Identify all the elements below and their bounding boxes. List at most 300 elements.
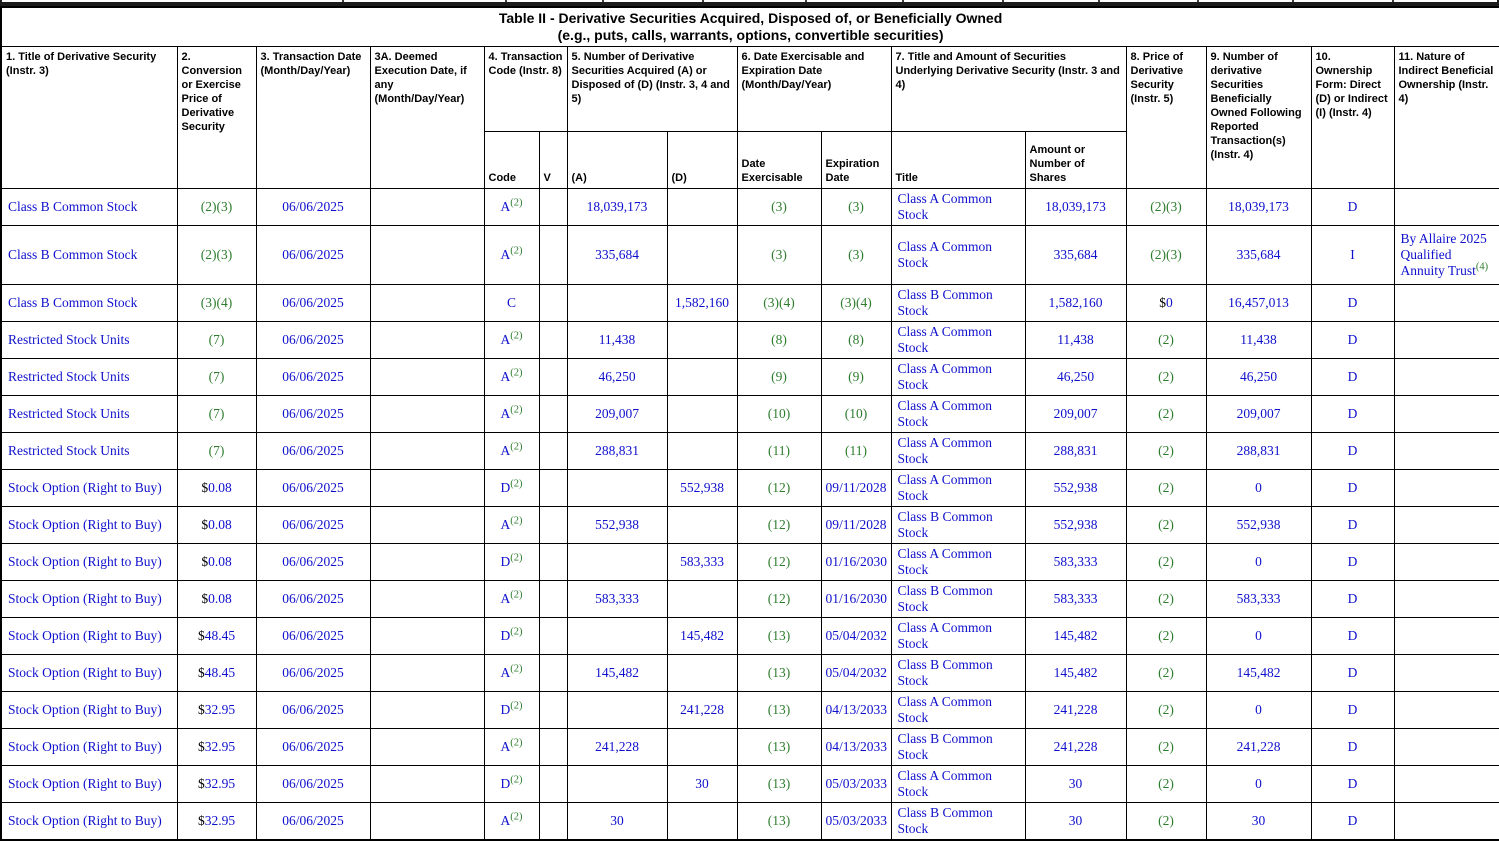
cell-title: Stock Option (Right to Buy) [1,470,177,507]
header-row-main [1,47,1499,132]
cell-ownership-form: D [1311,322,1394,359]
cell-price: (2) [1126,729,1206,766]
cell-date-exercisable: (12) [737,581,821,618]
cell-ownership-form: D [1311,544,1394,581]
cell-date-exercisable: (3)(4) [737,285,821,322]
footnote-ref: (2) [510,515,523,527]
cell-deemed-execution-date [370,581,484,618]
footnote-ref: (2) [510,441,523,453]
cell-price: (2) [1126,655,1206,692]
table-row [1,359,1499,396]
table-title [1,7,1499,47]
cell-ownership-form: D [1311,692,1394,729]
cell-disposed: 1,582,160 [667,285,737,322]
cell-owned-following: 583,333 [1206,581,1311,618]
cell-title: Stock Option (Right to Buy) [1,729,177,766]
header-ownership-form: 10. Ownership Form: Direct (D) or Indirect (I) (Instr. 4) [1311,47,1394,189]
cell-date-exercisable: (13) [737,803,821,841]
cell-ownership-form: D [1311,396,1394,433]
cell-nature [1394,396,1499,433]
cell-title: Stock Option (Right to Buy) [1,544,177,581]
cell-date-exercisable: (10) [737,396,821,433]
cell-transaction-date: 06/06/2025 [256,322,370,359]
cell-underlying-title: Class B Common Stock [891,285,1025,322]
cell-deemed-execution-date [370,507,484,544]
cell-nature [1394,189,1499,226]
subheader-code: Code [484,132,539,189]
cell-underlying-amount: 335,684 [1025,226,1126,285]
cell-conversion-price: $32.95 [177,766,256,803]
cell-disposed: 145,482 [667,618,737,655]
cell-disposed [667,507,737,544]
cell-disposed: 583,333 [667,544,737,581]
header-date-exercisable-expiration: 6. Date Exercisable and Expiration Date (Month/Day/Year) [737,47,891,132]
cell-underlying-title: Class B Common Stock [891,507,1025,544]
footnote-ref: (2) [510,774,523,786]
cell-date-exercisable: (13) [737,729,821,766]
cell-conversion-price: (7) [177,322,256,359]
cell-code: A$^{(2)}$ [484,655,539,692]
cell-acquired [567,766,667,803]
cell-expiration-date: 01/16/2030 [821,581,891,618]
cell-deemed-execution-date [370,544,484,581]
cell-code: D$^{(2)}$ [484,544,539,581]
cell-owned-following: 0 [1206,766,1311,803]
cell-expiration-date: (9) [821,359,891,396]
cell-underlying-amount: 1,582,160 [1025,285,1126,322]
cell-price: (2) [1126,803,1206,841]
cell-v [539,322,567,359]
cell-v [539,433,567,470]
cell-v [539,507,567,544]
subheader-date-exercisable: Date Exercisable [737,132,821,189]
cell-acquired: 11,438 [567,322,667,359]
footnote-ref: (2) [510,811,523,823]
table1-cell-divider [1292,0,1294,2]
cell-code: D$^{(2)}$ [484,470,539,507]
cell-title: Stock Option (Right to Buy) [1,581,177,618]
table-row [1,581,1499,618]
cell-deemed-execution-date [370,692,484,729]
cell-ownership-form: D [1311,618,1394,655]
cell-deemed-execution-date [370,433,484,470]
cell-date-exercisable: (11) [737,433,821,470]
cell-ownership-form: D [1311,729,1394,766]
cell-underlying-title: Class A Common Stock [891,544,1025,581]
cell-underlying-title: Class B Common Stock [891,655,1025,692]
cell-v [539,544,567,581]
cell-nature [1394,359,1499,396]
cell-ownership-form: D [1311,581,1394,618]
footnote-ref: (2) [510,245,523,257]
cell-expiration-date: 05/03/2033 [821,766,891,803]
header-transaction-date: 3. Transaction Date (Month/Day/Year) [256,47,370,189]
cell-conversion-price: $0.08 [177,581,256,618]
cell-acquired: 335,684 [567,226,667,285]
cell-underlying-amount: 552,938 [1025,470,1126,507]
cell-owned-following: 0 [1206,470,1311,507]
cell-owned-following: 30 [1206,803,1311,841]
cell-date-exercisable: (13) [737,655,821,692]
table-row [1,692,1499,729]
cell-underlying-title: Class B Common Stock [891,803,1025,841]
table-row [1,507,1499,544]
cell-title: Stock Option (Right to Buy) [1,803,177,841]
cell-underlying-amount: 583,333 [1025,581,1126,618]
cell-nature [1394,507,1499,544]
table-title-line1: Table II - Derivative Securities Acquired, Disposed of, or Beneficially Owned [498,10,1003,26]
cell-ownership-form: D [1311,766,1394,803]
cell-disposed [667,226,737,285]
header-underlying-securities: 7. Title and Amount of Securities Underlying Derivative Security (Instr. 3 and 4) [891,47,1126,132]
cell-transaction-date: 06/06/2025 [256,433,370,470]
table1-cell-divider [1197,0,1199,2]
cell-underlying-title: Class A Common Stock [891,618,1025,655]
cell-ownership-form: D [1311,359,1394,396]
cell-deemed-execution-date [370,396,484,433]
cell-v [539,692,567,729]
table-row [1,618,1499,655]
cell-price: (2) [1126,470,1206,507]
cell-nature [1394,729,1499,766]
cell-code: A$^{(2)}$ [484,507,539,544]
cell-acquired [567,544,667,581]
footnote-ref: (2) [510,197,523,209]
cell-v [539,618,567,655]
cell-owned-following: 288,831 [1206,433,1311,470]
cell-v [539,729,567,766]
cell-title: Stock Option (Right to Buy) [1,692,177,729]
cell-acquired [567,692,667,729]
cell-price: (2) [1126,359,1206,396]
table-row [1,766,1499,803]
footnote-ref: (2) [510,404,523,416]
table-row [1,803,1499,841]
table-row [1,470,1499,507]
cell-disposed [667,322,737,359]
cell-deemed-execution-date [370,189,484,226]
cell-expiration-date: 09/11/2028 [821,470,891,507]
cell-ownership-form: I [1311,226,1394,285]
cell-expiration-date: 09/11/2028 [821,507,891,544]
cell-deemed-execution-date [370,322,484,359]
cell-expiration-date: (3)(4) [821,285,891,322]
cell-transaction-date: 06/06/2025 [256,396,370,433]
cell-underlying-title: Class A Common Stock [891,359,1025,396]
cell-conversion-price: (3)(4) [177,285,256,322]
subheader-acquired: (A) [567,132,667,189]
cell-underlying-title: Class A Common Stock [891,322,1025,359]
cell-disposed [667,581,737,618]
cell-acquired [567,470,667,507]
cell-disposed [667,655,737,692]
cell-disposed [667,359,737,396]
subheader-disposed: (D) [667,132,737,189]
cell-nature [1394,285,1499,322]
cell-nature [1394,766,1499,803]
cell-transaction-date: 06/06/2025 [256,581,370,618]
cell-nature [1394,322,1499,359]
cell-title: Restricted Stock Units [1,396,177,433]
subheader-expiration-date: Expiration Date [821,132,891,189]
cell-price: (2)(3) [1126,226,1206,285]
cell-disposed: 241,228 [667,692,737,729]
cell-ownership-form: D [1311,433,1394,470]
cell-expiration-date: 04/13/2033 [821,692,891,729]
cell-underlying-title: Class A Common Stock [891,692,1025,729]
cell-price: (2) [1126,581,1206,618]
cell-date-exercisable: (12) [737,544,821,581]
cell-code: C [484,285,539,322]
cell-code: A$^{(2)}$ [484,581,539,618]
cell-underlying-title: Class A Common Stock [891,766,1025,803]
cell-expiration-date: (3) [821,226,891,285]
table-row [1,322,1499,359]
cell-ownership-form: D [1311,803,1394,841]
header-deemed-execution-date: 3A. Deemed Execution Date, if any (Month/Day/Year) [370,47,484,189]
cell-underlying-amount: 145,482 [1025,618,1126,655]
cell-title: Restricted Stock Units [1,322,177,359]
cell-title: Stock Option (Right to Buy) [1,766,177,803]
subheader-v: V [539,132,567,189]
cell-v [539,189,567,226]
cell-date-exercisable: (9) [737,359,821,396]
cell-price: (2) [1126,507,1206,544]
cell-code: A$^{(2)}$ [484,729,539,766]
cell-code: D$^{(2)}$ [484,618,539,655]
cell-underlying-title: Class B Common Stock [891,581,1025,618]
cell-price: (2) [1126,766,1206,803]
footnote-ref: (4) [1475,261,1489,273]
header-nature-indirect-ownership: 11. Nature of Indirect Beneficial Ownership (Instr. 4) [1394,47,1499,189]
cell-expiration-date: 04/13/2033 [821,729,891,766]
table-title-row [1,7,1499,47]
cell-underlying-amount: 209,007 [1025,396,1126,433]
cell-owned-following: 0 [1206,692,1311,729]
cell-owned-following: 335,684 [1206,226,1311,285]
cell-v [539,285,567,322]
cell-title: Stock Option (Right to Buy) [1,507,177,544]
cell-disposed [667,433,737,470]
cell-transaction-date: 06/06/2025 [256,803,370,841]
footnote-ref: (2) [510,663,523,675]
cell-underlying-amount: 288,831 [1025,433,1126,470]
table1-cell-divider [505,0,507,2]
cell-date-exercisable: (12) [737,507,821,544]
cell-conversion-price: (7) [177,396,256,433]
cell-transaction-date: 06/06/2025 [256,655,370,692]
footnote-ref: (2) [510,589,523,601]
table-row [1,189,1499,226]
cell-underlying-amount: 241,228 [1025,729,1126,766]
cell-date-exercisable: (13) [737,618,821,655]
cell-date-exercisable: (3) [737,189,821,226]
cell-v [539,655,567,692]
cell-ownership-form: D [1311,470,1394,507]
cell-acquired: 46,250 [567,359,667,396]
cell-transaction-date: 06/06/2025 [256,544,370,581]
table-title-line2: (e.g., puts, calls, warrants, options, convertible securities) [557,27,944,43]
cell-v [539,226,567,285]
table1-cell-divider [1392,0,1394,2]
table1-cell-divider [702,0,704,2]
cell-v [539,581,567,618]
cell-nature [1394,618,1499,655]
cell-code: D$^{(2)}$ [484,692,539,729]
cell-v [539,470,567,507]
cell-acquired [567,285,667,322]
cell-price: (2) [1126,322,1206,359]
cell-expiration-date: (3) [821,189,891,226]
cell-expiration-date: 05/03/2033 [821,803,891,841]
cell-conversion-price: (7) [177,433,256,470]
cell-v [539,803,567,841]
cell-deemed-execution-date [370,618,484,655]
cell-code: A$^{(2)}$ [484,322,539,359]
cell-underlying-title: Class A Common Stock [891,396,1025,433]
table1-bottom-edge [0,0,1499,6]
header-securities-owned-following: 9. Number of derivative Securities Beneficially Owned Following Reported Transaction(s) (Instr. 4) [1206,47,1311,189]
cell-acquired [567,618,667,655]
cell-disposed [667,729,737,766]
cell-underlying-title: Class A Common Stock [891,189,1025,226]
cell-underlying-title: Class B Common Stock [891,729,1025,766]
table1-cell-divider [805,0,807,2]
cell-date-exercisable: (13) [737,766,821,803]
cell-conversion-price: (7) [177,359,256,396]
subheader-amount-shares: Amount or Number of Shares [1025,132,1126,189]
cell-title: Restricted Stock Units [1,433,177,470]
cell-disposed [667,189,737,226]
cell-owned-following: 16,457,013 [1206,285,1311,322]
cell-owned-following: 11,438 [1206,322,1311,359]
cell-transaction-date: 06/06/2025 [256,226,370,285]
cell-owned-following: 145,482 [1206,655,1311,692]
cell-price: (2) [1126,544,1206,581]
cell-acquired: 209,007 [567,396,667,433]
cell-conversion-price: $48.45 [177,655,256,692]
cell-underlying-amount: 145,482 [1025,655,1126,692]
cell-conversion-price: (2)(3) [177,226,256,285]
cell-transaction-date: 06/06/2025 [256,359,370,396]
derivative-securities-table [0,6,1499,841]
cell-underlying-amount: 30 [1025,766,1126,803]
cell-deemed-execution-date [370,359,484,396]
table-row [1,396,1499,433]
cell-expiration-date: 01/16/2030 [821,544,891,581]
cell-deemed-execution-date [370,470,484,507]
footnote-ref: (2) [510,330,523,342]
cell-underlying-amount: 30 [1025,803,1126,841]
cell-price: (2) [1126,433,1206,470]
cell-acquired: 583,333 [567,581,667,618]
cell-ownership-form: D [1311,655,1394,692]
cell-deemed-execution-date [370,226,484,285]
footnote-ref: (2) [510,367,523,379]
cell-transaction-date: 06/06/2025 [256,189,370,226]
footnote-ref: (2) [510,700,523,712]
cell-transaction-date: 06/06/2025 [256,470,370,507]
cell-expiration-date: (10) [821,396,891,433]
cell-owned-following: 46,250 [1206,359,1311,396]
cell-code: A$^{(2)}$ [484,433,539,470]
cell-expiration-date: (11) [821,433,891,470]
cell-v [539,766,567,803]
table-row [1,729,1499,766]
footnote-ref: (2) [510,737,523,749]
cell-ownership-form: D [1311,507,1394,544]
cell-date-exercisable: (12) [737,470,821,507]
cell-disposed [667,803,737,841]
cell-acquired: 241,228 [567,729,667,766]
cell-acquired: 30 [567,803,667,841]
table-row [1,655,1499,692]
cell-transaction-date: 06/06/2025 [256,692,370,729]
cell-transaction-date: 06/06/2025 [256,766,370,803]
cell-expiration-date: (8) [821,322,891,359]
cell-transaction-date: 06/06/2025 [256,729,370,766]
cell-underlying-amount: 241,228 [1025,692,1126,729]
table1-cell-divider [1002,0,1004,2]
cell-owned-following: 0 [1206,544,1311,581]
cell-acquired: 18,039,173 [567,189,667,226]
cell-date-exercisable: (8) [737,322,821,359]
cell-owned-following: 18,039,173 [1206,189,1311,226]
footnote-ref: (2) [510,478,523,490]
cell-price: (2) [1126,692,1206,729]
cell-disposed: 552,938 [667,470,737,507]
footnote-ref: (2) [510,626,523,638]
header-price-derivative-security: 8. Price of Derivative Security (Instr. 5) [1126,47,1206,189]
cell-price: (2) [1126,618,1206,655]
cell-deemed-execution-date [370,655,484,692]
cell-deemed-execution-date [370,729,484,766]
cell-expiration-date: 05/04/2032 [821,655,891,692]
cell-title: Restricted Stock Units [1,359,177,396]
table1-cell-divider [902,0,904,2]
cell-conversion-price: $0.08 [177,544,256,581]
cell-transaction-date: 06/06/2025 [256,507,370,544]
cell-deemed-execution-date [370,803,484,841]
cell-owned-following: 0 [1206,618,1311,655]
cell-nature [1394,433,1499,470]
cell-conversion-price: (2)(3) [177,189,256,226]
cell-transaction-date: 06/06/2025 [256,618,370,655]
cell-underlying-title: Class A Common Stock [891,470,1025,507]
cell-acquired: 145,482 [567,655,667,692]
cell-owned-following: 241,228 [1206,729,1311,766]
cell-underlying-amount: 18,039,173 [1025,189,1126,226]
cell-conversion-price: $0.08 [177,470,256,507]
cell-deemed-execution-date [370,285,484,322]
cell-conversion-price: $32.95 [177,803,256,841]
table1-cell-divider [342,0,344,2]
cell-nature [1394,803,1499,841]
table-row [1,285,1499,322]
cell-code: A$^{(2)}$ [484,359,539,396]
cell-transaction-date: 06/06/2025 [256,285,370,322]
header-transaction-code: 4. Transaction Code (Instr. 8) [484,47,567,132]
cell-nature [1394,470,1499,507]
table-body [1,189,1499,841]
table-row [1,544,1499,581]
header-number-derivative-securities: 5. Number of Derivative Securities Acquired (A) or Disposed of (D) (Instr. 3, 4 and 5) [567,47,737,132]
cell-date-exercisable: (3) [737,226,821,285]
cell-date-exercisable: (13) [737,692,821,729]
cell-code: A$^{(2)}$ [484,189,539,226]
cell-v [539,396,567,433]
cell-acquired: 288,831 [567,433,667,470]
